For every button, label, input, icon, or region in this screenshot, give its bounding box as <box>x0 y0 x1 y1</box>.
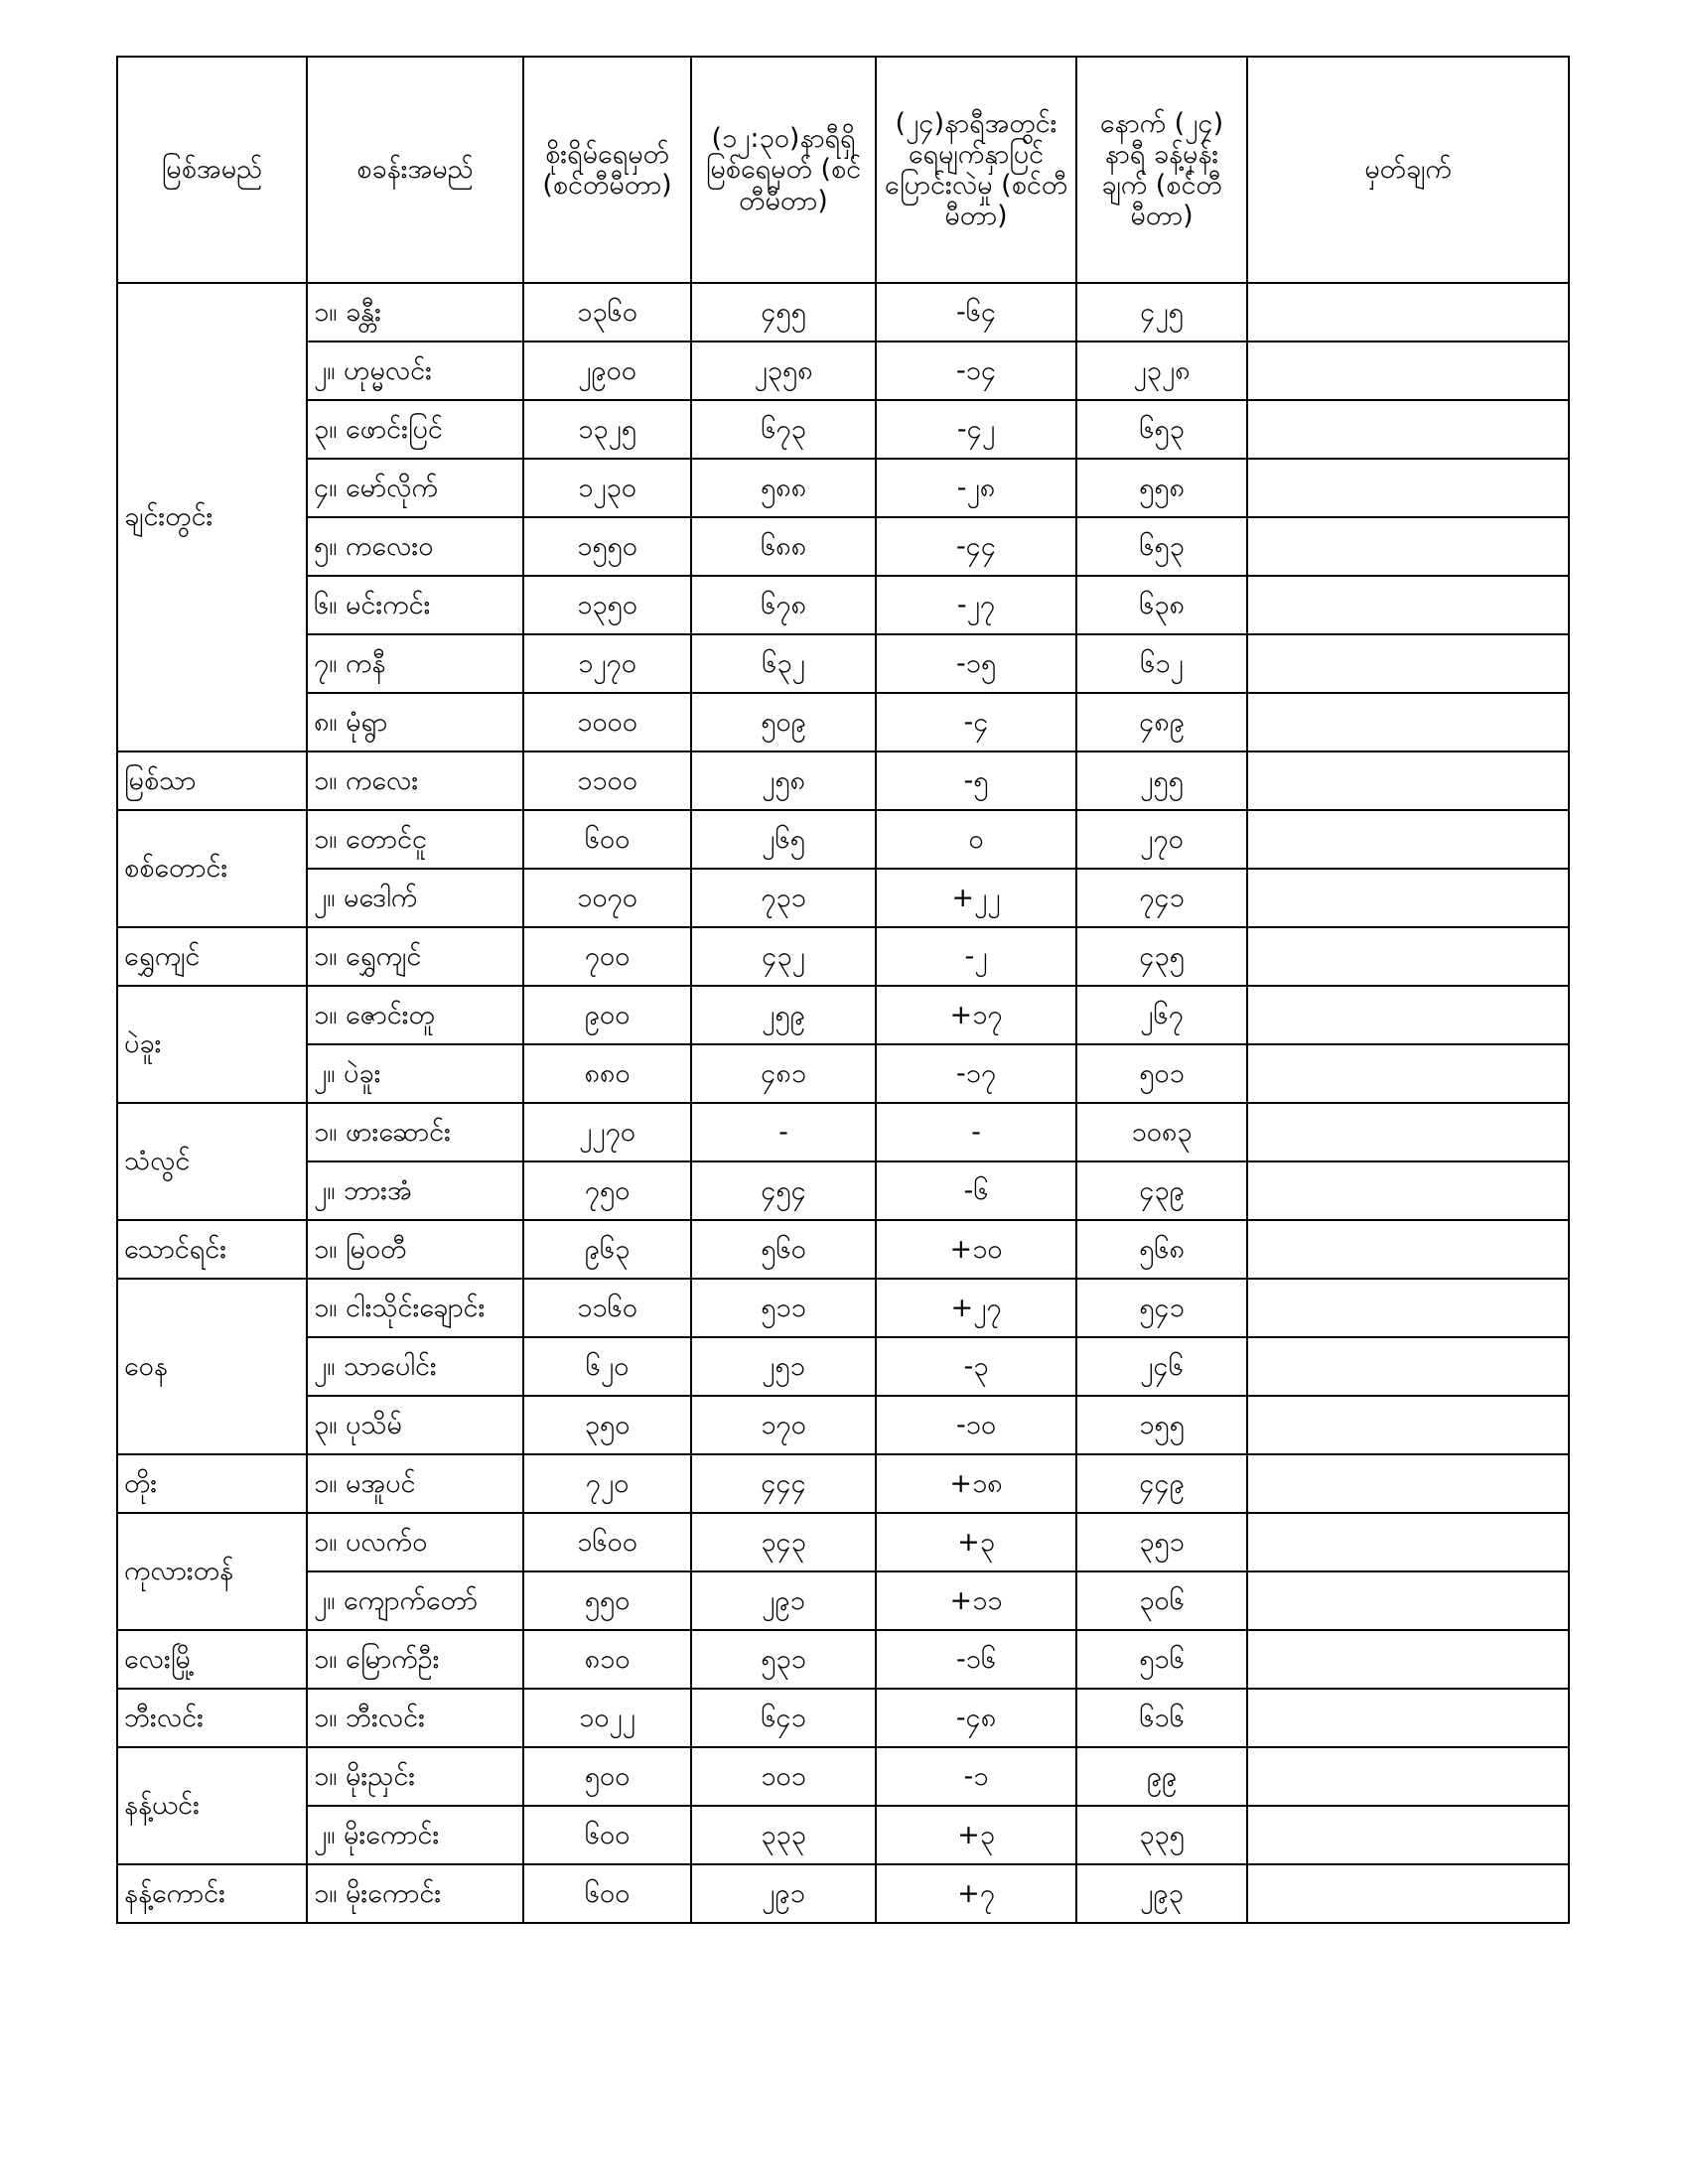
remarks-cell <box>1247 1747 1569 1806</box>
remarks-cell <box>1247 751 1569 810</box>
current-level-cell: ၄၄၄ <box>691 1454 876 1513</box>
table-row <box>117 400 1569 459</box>
forecast-cell: ၃၅၁ <box>1076 1513 1247 1571</box>
table-row <box>117 1103 1569 1161</box>
remarks-cell <box>1247 1806 1569 1864</box>
current-level-cell: ၇၃၁ <box>691 869 876 927</box>
river-name-cell: ရွှေကျင် <box>117 927 307 986</box>
river-name-cell: နန့်ကောင်း <box>117 1864 307 1923</box>
change-cell: -၂၈ <box>876 459 1076 517</box>
current-level-cell: ၄၃၂ <box>691 927 876 986</box>
current-level-cell: ၃၃၃ <box>691 1806 876 1864</box>
remarks-cell <box>1247 986 1569 1044</box>
change-cell: +၂၂ <box>876 869 1076 927</box>
current-level-cell: ၄၅၅ <box>691 283 876 341</box>
warning-level-cell: ၁၀၂၂ <box>523 1689 691 1747</box>
station-cell: ၂။ ကျောက်တော် <box>307 1571 523 1630</box>
warning-level-cell: ၁၀၀၀ <box>523 693 691 751</box>
forecast-cell: ၅၅၈ <box>1076 459 1247 517</box>
change-cell: +၁၇ <box>876 986 1076 1044</box>
station-cell: ၂။ မိုးကောင်း <box>307 1806 523 1864</box>
station-cell: ၁။ မိုးကောင်း <box>307 1864 523 1923</box>
current-level-cell: ၂၅၉ <box>691 986 876 1044</box>
change-cell: -၁ <box>876 1747 1076 1806</box>
remarks-cell <box>1247 1161 1569 1220</box>
change-cell: +၁၁ <box>876 1571 1076 1630</box>
header-current-level: (၁၂:၃၀)နာရီရှိ မြစ်ရေမှတ် (စင်တီမီတာ) <box>691 57 876 283</box>
change-cell: -၂ <box>876 927 1076 986</box>
current-level-cell: ၆၃၂ <box>691 634 876 693</box>
current-level-cell: ၂၅၈ <box>691 751 876 810</box>
change-cell: -၅ <box>876 751 1076 810</box>
warning-level-cell: ၁၂၇၀ <box>523 634 691 693</box>
current-level-cell: ၁၇၀ <box>691 1396 876 1454</box>
table-row <box>117 1044 1569 1103</box>
remarks-cell <box>1247 1630 1569 1689</box>
remarks-cell <box>1247 634 1569 693</box>
river-name-cell: နန့်ယင်း <box>117 1747 307 1864</box>
table-row <box>117 459 1569 517</box>
warning-level-cell: ၁၃၅၀ <box>523 576 691 634</box>
forecast-cell: ၁၅၅ <box>1076 1396 1247 1454</box>
forecast-cell: ၂၉၃ <box>1076 1864 1247 1923</box>
table-body <box>117 283 1569 1923</box>
current-level-cell: ၅၃၁ <box>691 1630 876 1689</box>
table-row <box>117 1630 1569 1689</box>
forecast-cell: ၆၃၈ <box>1076 576 1247 634</box>
current-level-cell: ၅၀၉ <box>691 693 876 751</box>
forecast-cell: ၄၈၉ <box>1076 693 1247 751</box>
table-row <box>117 1864 1569 1923</box>
warning-level-cell: ၆၀၀ <box>523 810 691 869</box>
change-cell: -၁၄ <box>876 341 1076 400</box>
forecast-cell: ၂၇၀ <box>1076 810 1247 869</box>
remarks-cell <box>1247 1337 1569 1396</box>
current-level-cell: - <box>691 1103 876 1161</box>
river-name-cell: သောင်ရင်း <box>117 1220 307 1279</box>
warning-level-cell: ၁၂၃၀ <box>523 459 691 517</box>
remarks-cell <box>1247 1864 1569 1923</box>
table-row <box>117 810 1569 869</box>
river-name-cell: ဘီးလင်း <box>117 1689 307 1747</box>
change-cell: -၁၇ <box>876 1044 1076 1103</box>
river-name-cell: သံလွင် <box>117 1103 307 1220</box>
station-cell: ၁။ တောင်ငူ <box>307 810 523 869</box>
change-cell: ၀ <box>876 810 1076 869</box>
warning-level-cell: ၇၀၀ <box>523 927 691 986</box>
remarks-cell <box>1247 283 1569 341</box>
forecast-cell: ၃၀၆ <box>1076 1571 1247 1630</box>
warning-level-cell: ၇၂၀ <box>523 1454 691 1513</box>
current-level-cell: ၆၇၃ <box>691 400 876 459</box>
table-row <box>117 1337 1569 1396</box>
table-row <box>117 751 1569 810</box>
station-cell: ၅။ ကလေးဝ <box>307 517 523 576</box>
table-row <box>117 517 1569 576</box>
station-cell: ၁။ ဇောင်းတူ <box>307 986 523 1044</box>
header-remarks: မှတ်ချက် <box>1247 57 1569 283</box>
remarks-cell <box>1247 1396 1569 1454</box>
change-cell: +၂၇ <box>876 1279 1076 1337</box>
station-cell: ၁။ ငါးသိုင်းချောင်း <box>307 1279 523 1337</box>
river-name-cell: ပဲခူး <box>117 986 307 1103</box>
station-cell: ၁။ မအူပင် <box>307 1454 523 1513</box>
current-level-cell: ၃၄၃ <box>691 1513 876 1571</box>
current-level-cell: ၆၄၁ <box>691 1689 876 1747</box>
remarks-cell <box>1247 1103 1569 1161</box>
change-cell: -၁၀ <box>876 1396 1076 1454</box>
current-level-cell: ၂၆၅ <box>691 810 876 869</box>
forecast-cell: ၄၂၅ <box>1076 283 1247 341</box>
table-row <box>117 1279 1569 1337</box>
forecast-cell: ၂၄၆ <box>1076 1337 1247 1396</box>
warning-level-cell: ၁၁၀၀ <box>523 751 691 810</box>
forecast-cell: ၃၃၅ <box>1076 1806 1247 1864</box>
remarks-cell <box>1247 341 1569 400</box>
station-cell: ၁။ မြဝတီ <box>307 1220 523 1279</box>
remarks-cell <box>1247 400 1569 459</box>
river-name-cell: လေးမြို့ <box>117 1630 307 1689</box>
table-row <box>117 1396 1569 1454</box>
station-cell: ၃။ ပုသိမ် <box>307 1396 523 1454</box>
warning-level-cell: ၅၀၀ <box>523 1747 691 1806</box>
change-cell: +၁၈ <box>876 1454 1076 1513</box>
header-forecast-24h: နောက် (၂၄) နာရီ ခန့်မှန်းချက် (စင်တီမီတာ) <box>1076 57 1247 283</box>
remarks-cell <box>1247 927 1569 986</box>
station-cell: ၄။ မော်လိုက် <box>307 459 523 517</box>
forecast-cell: ၇၄၁ <box>1076 869 1247 927</box>
warning-level-cell: ၆၂၀ <box>523 1337 691 1396</box>
table-row <box>117 1220 1569 1279</box>
forecast-cell: ၂၅၅ <box>1076 751 1247 810</box>
current-level-cell: ၆၈၈ <box>691 517 876 576</box>
change-cell: -၄၄ <box>876 517 1076 576</box>
river-name-cell: ဝေန <box>117 1279 307 1454</box>
current-level-cell: ၂၉၁ <box>691 1864 876 1923</box>
warning-level-cell: ၈၁၀ <box>523 1630 691 1689</box>
current-level-cell: ၄၅၄ <box>691 1161 876 1220</box>
station-cell: ၈။ မုံရွာ <box>307 693 523 751</box>
table-row <box>117 986 1569 1044</box>
river-name-cell: စစ်တောင်း <box>117 810 307 927</box>
station-cell: ၁။ ကလေး <box>307 751 523 810</box>
current-level-cell: ၂၉၁ <box>691 1571 876 1630</box>
change-cell: +၇ <box>876 1864 1076 1923</box>
station-cell: ၂။ မဒေါက် <box>307 869 523 927</box>
forecast-cell: ၄၃၉ <box>1076 1161 1247 1220</box>
change-cell: -၃ <box>876 1337 1076 1396</box>
remarks-cell <box>1247 693 1569 751</box>
warning-level-cell: ၃၅၀ <box>523 1396 691 1454</box>
header-warning-level: စိုးရိမ်ရေမှတ် (စင်တီမီတာ) <box>523 57 691 283</box>
table-row <box>117 1747 1569 1806</box>
table-row <box>117 1161 1569 1220</box>
forecast-cell: ၂၃၂၈ <box>1076 341 1247 400</box>
header-station: စခန်းအမည် <box>307 57 523 283</box>
station-cell: ၂။ ဘားအံ <box>307 1161 523 1220</box>
current-level-cell: ၂၅၁ <box>691 1337 876 1396</box>
header-river: မြစ်အမည် <box>117 57 307 283</box>
forecast-cell: ၅၆၈ <box>1076 1220 1247 1279</box>
station-cell: ၁။ ရွှေကျင် <box>307 927 523 986</box>
station-cell: ၂။ သာပေါင်း <box>307 1337 523 1396</box>
table-row <box>117 576 1569 634</box>
remarks-cell <box>1247 517 1569 576</box>
warning-level-cell: ၁၆၀၀ <box>523 1513 691 1571</box>
change-cell: -၁၆ <box>876 1630 1076 1689</box>
table-row <box>117 634 1569 693</box>
forecast-cell: ၅၀၁ <box>1076 1044 1247 1103</box>
warning-level-cell: ၆၀၀ <box>523 1864 691 1923</box>
warning-level-cell: ၈၈၀ <box>523 1044 691 1103</box>
station-cell: ၁။ ဘီးလင်း <box>307 1689 523 1747</box>
forecast-cell: ၁၀၈၃ <box>1076 1103 1247 1161</box>
table-row <box>117 1454 1569 1513</box>
warning-level-cell: ၁၃၂၅ <box>523 400 691 459</box>
station-cell: ၇။ ကနီ <box>307 634 523 693</box>
remarks-cell <box>1247 1689 1569 1747</box>
change-cell: +၁၀ <box>876 1220 1076 1279</box>
remarks-cell <box>1247 1220 1569 1279</box>
station-cell: ၁။ ခန္တီး <box>307 283 523 341</box>
header-change-24h: (၂၄)နာရီအတွင်း ရေမျက်နှာပြင် ပြောင်းလဲမှု (စင်တီမီတာ) <box>876 57 1076 283</box>
table-row <box>117 283 1569 341</box>
station-cell: ၁။ ပလက်ဝ <box>307 1513 523 1571</box>
table-row <box>117 869 1569 927</box>
warning-level-cell: ၆၀၀ <box>523 1806 691 1864</box>
station-cell: ၃။ ဖောင်းပြင် <box>307 400 523 459</box>
warning-level-cell: ၂၉၀၀ <box>523 341 691 400</box>
station-cell: ၁။ မြောက်ဦး <box>307 1630 523 1689</box>
remarks-cell <box>1247 1571 1569 1630</box>
change-cell: -၁၅ <box>876 634 1076 693</box>
remarks-cell <box>1247 1454 1569 1513</box>
current-level-cell: ၅၁၁ <box>691 1279 876 1337</box>
warning-level-cell: ၂၂၇၀ <box>523 1103 691 1161</box>
forecast-cell: ၄၄၉ <box>1076 1454 1247 1513</box>
forecast-cell: ၆၁၆ <box>1076 1689 1247 1747</box>
warning-level-cell: ၉၀၀ <box>523 986 691 1044</box>
change-cell: - <box>876 1103 1076 1161</box>
remarks-cell <box>1247 576 1569 634</box>
table-row <box>117 1806 1569 1864</box>
current-level-cell: ၅၈၈ <box>691 459 876 517</box>
river-name-cell: တိုး <box>117 1454 307 1513</box>
river-name-cell: မြစ်သာ <box>117 751 307 810</box>
river-level-table <box>116 56 1570 1924</box>
forecast-cell: ၂၆၇ <box>1076 986 1247 1044</box>
station-cell: ၁။ ဖားဆောင်း <box>307 1103 523 1161</box>
change-cell: +၃ <box>876 1806 1076 1864</box>
warning-level-cell: ၁၁၆၀ <box>523 1279 691 1337</box>
station-cell: ၂။ ပဲခူး <box>307 1044 523 1103</box>
warning-level-cell: ၁၃၆၀ <box>523 283 691 341</box>
table-row <box>117 693 1569 751</box>
table-row <box>117 1689 1569 1747</box>
forecast-cell: ၅၄၁ <box>1076 1279 1247 1337</box>
station-cell: ၆။ မင်းကင်း <box>307 576 523 634</box>
change-cell: -၄၂ <box>876 400 1076 459</box>
remarks-cell <box>1247 1279 1569 1337</box>
current-level-cell: ၁၀၁ <box>691 1747 876 1806</box>
current-level-cell: ၆၇၈ <box>691 576 876 634</box>
change-cell: -၂၇ <box>876 576 1076 634</box>
forecast-cell: ၉၉ <box>1076 1747 1247 1806</box>
forecast-cell: ၆၅၃ <box>1076 400 1247 459</box>
current-level-cell: ၅၆၀ <box>691 1220 876 1279</box>
change-cell: -၆ <box>876 1161 1076 1220</box>
change-cell: +၃ <box>876 1513 1076 1571</box>
table-row <box>117 927 1569 986</box>
river-name-cell: ချင်းတွင်း <box>117 283 307 751</box>
remarks-cell <box>1247 459 1569 517</box>
forecast-cell: ၄၃၅ <box>1076 927 1247 986</box>
change-cell: -၄ <box>876 693 1076 751</box>
remarks-cell <box>1247 869 1569 927</box>
table-row <box>117 341 1569 400</box>
current-level-cell: ၂၃၅၈ <box>691 341 876 400</box>
warning-level-cell: ၅၅၀ <box>523 1571 691 1630</box>
warning-level-cell: ၉၆၃ <box>523 1220 691 1279</box>
change-cell: -၆၄ <box>876 283 1076 341</box>
current-level-cell: ၄၈၁ <box>691 1044 876 1103</box>
remarks-cell <box>1247 1513 1569 1571</box>
header-row <box>117 57 1569 283</box>
remarks-cell <box>1247 1044 1569 1103</box>
river-name-cell: ကုလားတန် <box>117 1513 307 1630</box>
table-row <box>117 1571 1569 1630</box>
warning-level-cell: ၁၀၇၀ <box>523 869 691 927</box>
warning-level-cell: ၇၅၀ <box>523 1161 691 1220</box>
station-cell: ၁။ မိုးညှင်း <box>307 1747 523 1806</box>
forecast-cell: ၆၁၂ <box>1076 634 1247 693</box>
forecast-cell: ၆၅၃ <box>1076 517 1247 576</box>
warning-level-cell: ၁၅၅၀ <box>523 517 691 576</box>
forecast-cell: ၅၁၆ <box>1076 1630 1247 1689</box>
remarks-cell <box>1247 810 1569 869</box>
table-row <box>117 1513 1569 1571</box>
station-cell: ၂။ ဟုမ္မလင်း <box>307 341 523 400</box>
change-cell: -၄၈ <box>876 1689 1076 1747</box>
